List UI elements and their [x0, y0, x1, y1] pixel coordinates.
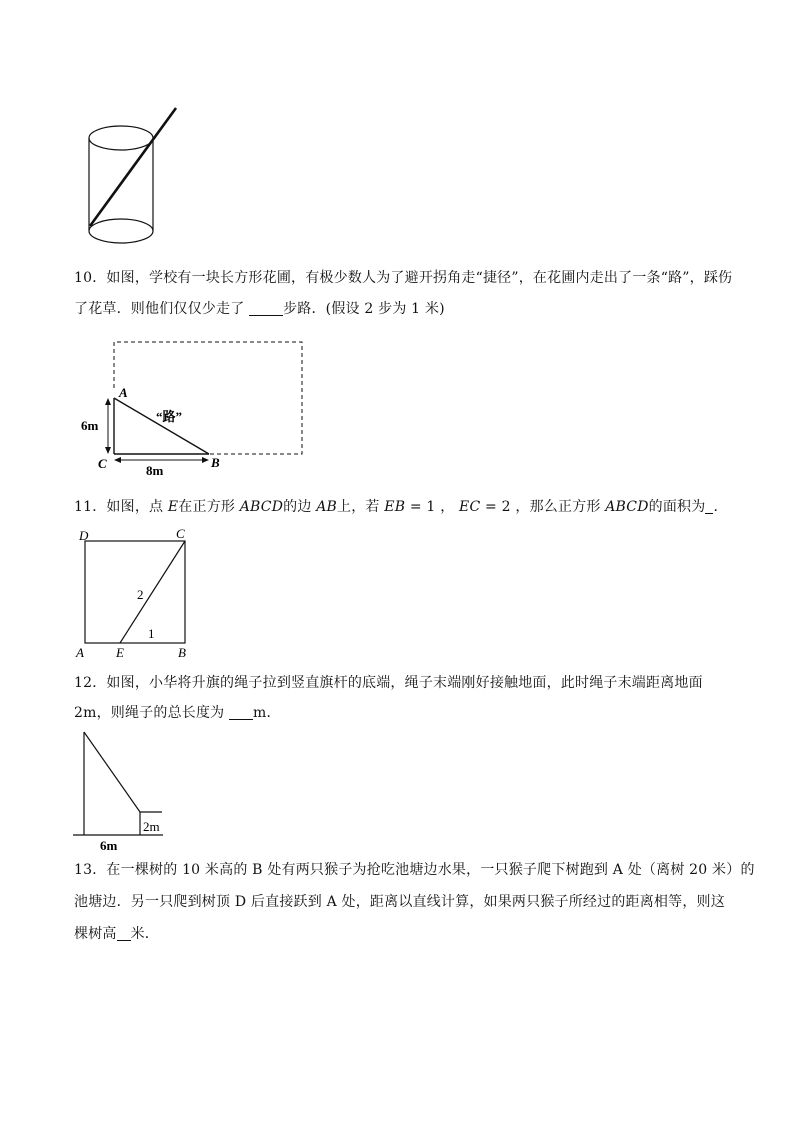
q12-line2 [74, 703, 281, 723]
q11-text-4: 上，若 [337, 499, 385, 515]
q11-label-2: 2 [137, 587, 144, 602]
q10-label-A: A [119, 385, 128, 400]
q11-math-ec: EC [459, 499, 481, 515]
q12-answer-blank[interactable] [229, 705, 253, 720]
q11-label-D: D [79, 528, 89, 543]
q11-label-1: 1 [148, 626, 155, 641]
q11-label-C: C [176, 526, 185, 541]
garden-dashed-rect [114, 342, 302, 454]
q11-text-2: 在正方形 [178, 499, 240, 515]
q11-text-6: = 2 ，那么正方形 [480, 499, 606, 515]
q11-text-1: 11．如图，点 [74, 499, 168, 515]
q11-math-e: E [167, 499, 179, 515]
cylinder-diagonal-rod [90, 108, 176, 226]
q11-text-3: 的边 [283, 499, 317, 515]
q11-math-abcd-1: ABCD [239, 499, 284, 515]
q11-math-eb: EB [384, 499, 406, 515]
q12-line1: 12．如图，小华将升旗的绳子拉到竖直旗杆的底端，绳子末端刚好接触地面，此时绳子末端距离地面 [74, 675, 703, 691]
q11-math-ab: AB [316, 499, 338, 515]
cylinder-figure [80, 100, 190, 250]
q12-label-6m: 6m [100, 838, 118, 852]
q13-answer-blank[interactable] [117, 926, 131, 941]
q11-label-A: A [76, 645, 84, 660]
q13-line3-post: 米． [130, 926, 160, 942]
square-abcd [85, 541, 185, 643]
q11-label-E: E [116, 645, 124, 660]
dim-8m-arrow-right [202, 457, 209, 463]
road-ab [114, 398, 209, 454]
q13-line3-pre: 棵树高 [74, 926, 117, 942]
q10-label-B: B [211, 455, 220, 470]
cylinder-bottom-ellipse [89, 219, 153, 243]
q10-label-road: “路” [156, 409, 183, 424]
cylinder-top-ellipse [89, 126, 153, 150]
q11-text-7: 的面积为 [648, 499, 706, 515]
q10-label-8m: 8m [146, 463, 164, 476]
q13-line2: 池塘边．另一只爬到树顶 D 后直接跃到 A 处，距离以直线计算，如果两只猴子所经过的距离相等，则这 [74, 894, 725, 910]
q12-flagpole-figure [70, 728, 170, 852]
q10-line2 [74, 299, 445, 319]
q13-line1: 13．在一棵树的 10 米高的 B 处有两只猴子为抢吃池塘边水果，一只猴子爬下树跑到 A 处（离树 20 米）的 [74, 862, 755, 878]
q13-line3 [74, 924, 159, 944]
q10-label-C: C [98, 456, 107, 471]
q11-text-5: = 1 ， [405, 499, 460, 515]
q12-line2-post: m． [253, 705, 281, 721]
q11-math-abcd-2: ABCD [605, 499, 649, 515]
q11-square-figure [74, 526, 200, 662]
q10-line1: 10．如图，学校有一块长方形花圃，有极少数人为了避开拐角走“捷径”，在花圃内走出了一条“路”，踩伤 [74, 270, 733, 286]
q11-line1 [74, 497, 728, 517]
q10-label-6m: 6m [81, 418, 99, 433]
q11-label-B: B [178, 645, 186, 660]
rope [84, 732, 140, 812]
q12-label-2m: 2m [143, 819, 160, 834]
q10-line2-post: 步路．(假设 2 步为 1 米) [283, 301, 445, 317]
q10-answer-blank[interactable] [249, 301, 283, 316]
q11-text-8: ． [713, 499, 728, 515]
dim-8m-arrow-left [114, 457, 121, 463]
q10-garden-figure [78, 336, 310, 476]
dim-6m-arrow-top [105, 398, 111, 405]
q12-line2-pre: 2m，则绳子的总长度为 [74, 705, 230, 721]
q10-line2-pre: 了花草．则他们仅仅少走了 [74, 301, 250, 317]
dim-6m-arrow-bottom [105, 447, 111, 454]
